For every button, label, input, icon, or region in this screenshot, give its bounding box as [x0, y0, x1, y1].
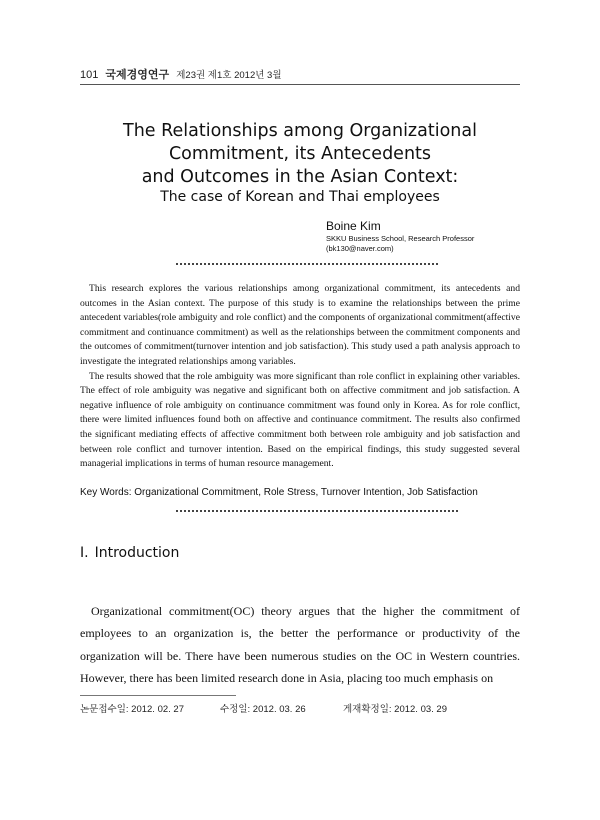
title-line: and Outcomes in the Asian Context:: [141, 167, 459, 187]
footnote-rule: [80, 695, 236, 696]
author-name: Boine Kim: [326, 219, 381, 233]
journal-issue: 제23권 제1호 2012년 3월: [176, 70, 282, 81]
dotted-divider: [176, 510, 458, 512]
title-line: Commitment, its Antecedents: [168, 144, 432, 164]
accepted-date: 게재확정일: 2012. 03. 29: [343, 704, 447, 715]
body-paragraph: Organizational commitment(OC) theory argues that the higher the commitment of employees to an organization is, the better the performance or productivity of the organization will be. There have been numerous studies on the OC in Western countries. However, there has been limited research done in Asia, placing too much emphasis on: [80, 604, 520, 686]
abstract: [80, 282, 520, 472]
section-number: Ⅰ.: [80, 545, 89, 561]
header-rule: [80, 84, 520, 85]
revised-date: 수정일: 2012. 03. 26: [220, 704, 306, 715]
author-block: [326, 219, 474, 254]
received-date: 논문접수일: 2012. 02. 27: [80, 704, 184, 715]
keywords: Key Words: Organizational Commitment, Role Stress, Turnover Intention, Job Satisfaction: [80, 487, 478, 498]
section-title: Introduction: [94, 545, 180, 561]
page-number: 101: [80, 69, 99, 81]
paper-title: [80, 120, 520, 189]
dotted-divider: [176, 263, 438, 265]
author-affiliation: SKKU Business School, Research Professor: [326, 234, 475, 243]
paper-subtitle: The case of Korean and Thai employees: [160, 189, 440, 205]
abstract-paragraph: The results showed that the role ambiguity was more significant than role conflict in explaining other variables. The effect of role ambiguity was negative and significant both on affective commitment and job satisfaction. A negative influence of role ambiguity on continuance commitment was found only in Korea. As for role conflict, there were limited influences found both on affective and continuance commitment. The results also confirmed the significant mediating effects of affective commitment both between role ambiguity and job satisfaction and between role conflict and turnover intention. Based on the empirical findings, this study suggested several managerial implications in terms of human resource management.: [80, 370, 520, 470]
body-text: [80, 600, 520, 690]
title-line: The Relationships among Organizational: [123, 121, 477, 141]
running-head: [80, 66, 282, 82]
author-email: (bk130@naver.com): [326, 244, 394, 253]
abstract-paragraph: This research explores the various relationships among organizational commitment, its antecedents and outcomes in the Asian context. The purpose of this study is to examine the relationships between the prime antecedent variables(role ambiguity and role conflict) and the components of organizational commitment(affective commitment and continuance commitment) as well as the relationships between the commitment components and the outcomes of commitment(turnover intention and job satisfaction). This study used a path analysis approach to investigate the integrated relationships among variables.: [80, 283, 520, 367]
section-heading: [80, 545, 179, 561]
journal-name: 국제경영연구: [105, 69, 170, 81]
